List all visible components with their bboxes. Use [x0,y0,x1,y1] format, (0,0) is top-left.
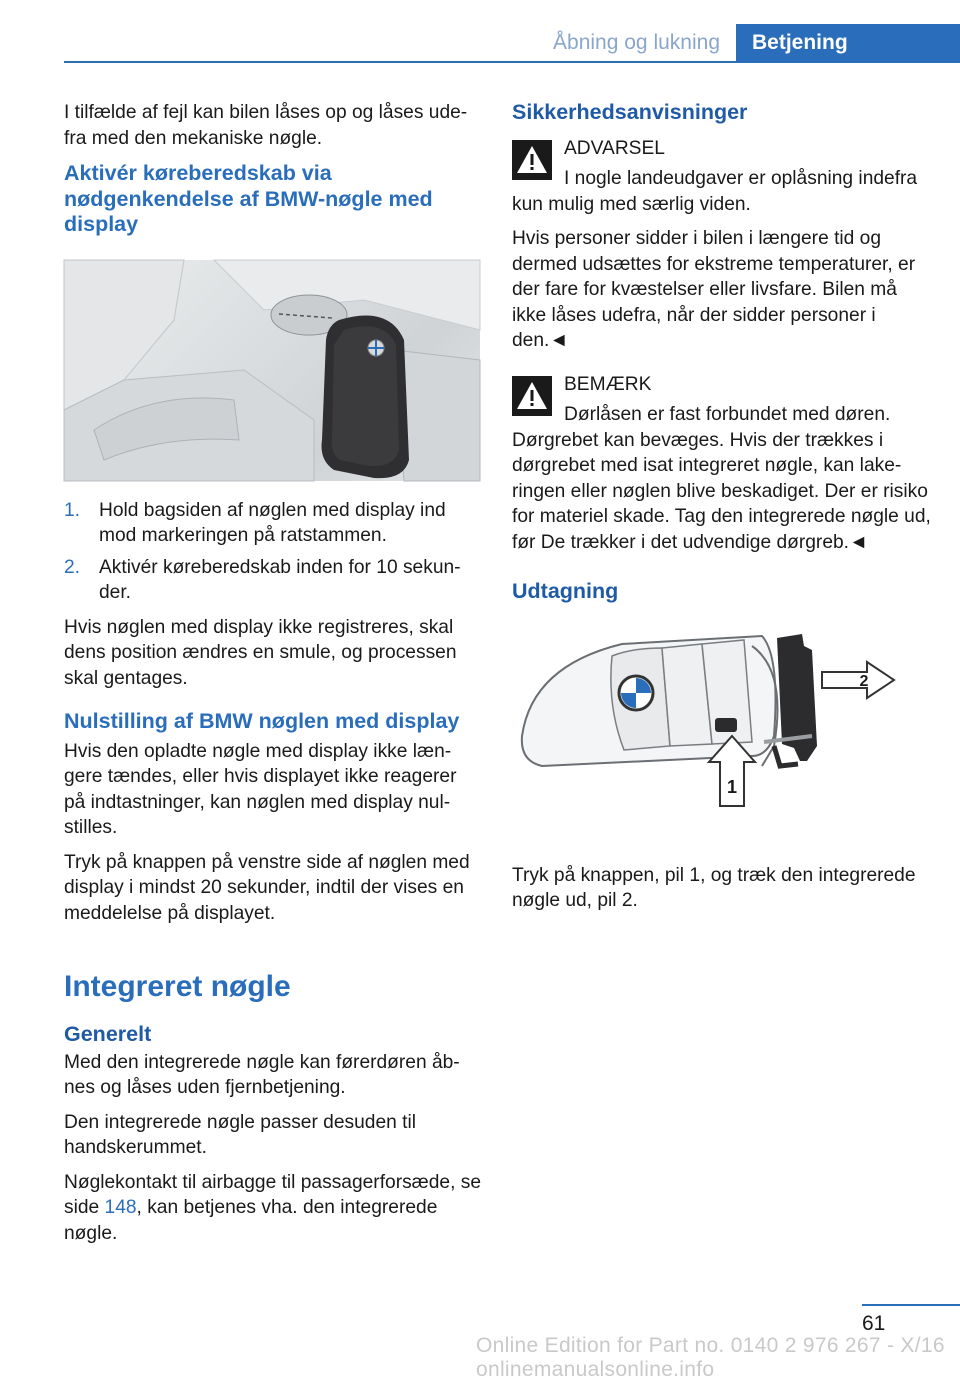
general-text: Nøglekontakt til airbagge til passagerforsæde, se side [64,1171,482,1218]
reposition-paragraph: Hvis nøglen med display ikke registreres, skal dens position ændres en smule, og processen skal gentages. [64,616,457,689]
header-rule [64,61,960,63]
step-text: Hold bagsiden af nøglen med display ind mod markeringen på ratstammen. [99,499,446,546]
heading-activate: Aktivér køreberedskab via nødgenkendelse af BMW-nøgle med display [64,161,433,236]
remove-paragraph: Tryk på knappen, pil 1, og træk den integrerede nøgle ud, pil 2. [512,864,916,911]
list-item [64,498,482,549]
key-on-steering-column-illustration [64,260,480,481]
warning-paragraph: Hvis personer sidder i bilen i længere tid og dermed udsættes for ekstreme temperaturer, er der fare for kvæstelser eller livsfare. Bilen må ikke låses udefra, når der sidder personer i den.◄ [512,228,916,351]
heading-general: Generelt [64,1022,152,1046]
warning-title: ADVARSEL [564,137,665,159]
footer-rule [862,1304,960,1306]
step-number: 1. [64,499,81,521]
arrow-label-1: 1 [726,776,738,797]
warning-first-line: I nogle landeudgaver er oplåsning indefra [564,168,918,189]
general-paragraph-1: Med den integrerede nøgle kan førerdøren åbnes og låses uden fjernbetjening. [64,1051,460,1098]
general-paragraph-2: Den integrerede nøgle passer desuden til handskerummet. [64,1111,416,1158]
steps-list [64,498,482,606]
general-text: , kan betjenes vha. den integrerede nøgle. [64,1197,438,1244]
warning-triangle-icon [512,140,552,180]
step-number: 2. [64,556,81,578]
warning-continued: kun mulig med særlig viden. [512,193,751,215]
page-number: 61 [862,1312,886,1335]
reset-paragraph-1: Hvis den opladte nøgle med display ikke længere tændes, eller hvis displayet ikke reagerer på indtastninger, kan nøglen med display nulstilles. [64,740,457,838]
integrated-key-removal-illustration [512,626,928,831]
section-title: Integreret nøgle [64,970,291,1003]
key-fob-drawing [512,626,928,831]
right-column [512,100,932,923]
heading-reset: Nulstilling af BMW nøglen med display [64,709,460,733]
left-column [64,100,482,1255]
warning-block [512,136,932,192]
notice-triangle-icon [512,376,552,416]
heading-safety: Sikkerhedsanvisninger [512,100,748,124]
notice-title: BEMÆRK [564,373,652,395]
page-reference-link[interactable]: 148 [104,1197,137,1218]
heading-remove: Udtagning [512,579,619,603]
steering-column-drawing [64,260,480,481]
general-paragraph-3 [64,1170,482,1247]
header-chapter-tab[interactable]: Betjening [736,24,960,63]
notice-block [512,372,932,428]
notice-paragraph: Dørgrebet kan bevæges. Hvis der trækkes i dørgrebet med isat integreret nøgle, kan lakeringen eller nøglen blive beskadiget. Der er risiko for materiel skade. Tag den integrerede nøgle ud, før De trækker i det udvendige dørgreb.◄ [512,429,931,553]
arrow-label-2: 2 [859,672,869,690]
watermark: Online Edition for Part no. 0140 2 976 267 - X/16 onlinemanualsonline.info [476,1334,945,1381]
reset-paragraph-2: Tryk på knappen på venstre side af nøglen med display i mindst 20 sekunder, indtil der vises en meddelelse på displayet. [64,851,470,924]
step-text: Aktivér køreberedskab inden for 10 sekunder. [99,556,461,603]
header-section-tab[interactable]: Åbning og lukning [553,31,720,54]
list-item [64,555,482,606]
intro-paragraph: I tilfælde af fejl kan bilen låses op og låses udefra med den mekaniske nøgle. [64,102,468,149]
notice-first-line: Dørlåsen er fast forbundet med døren. [564,404,891,425]
